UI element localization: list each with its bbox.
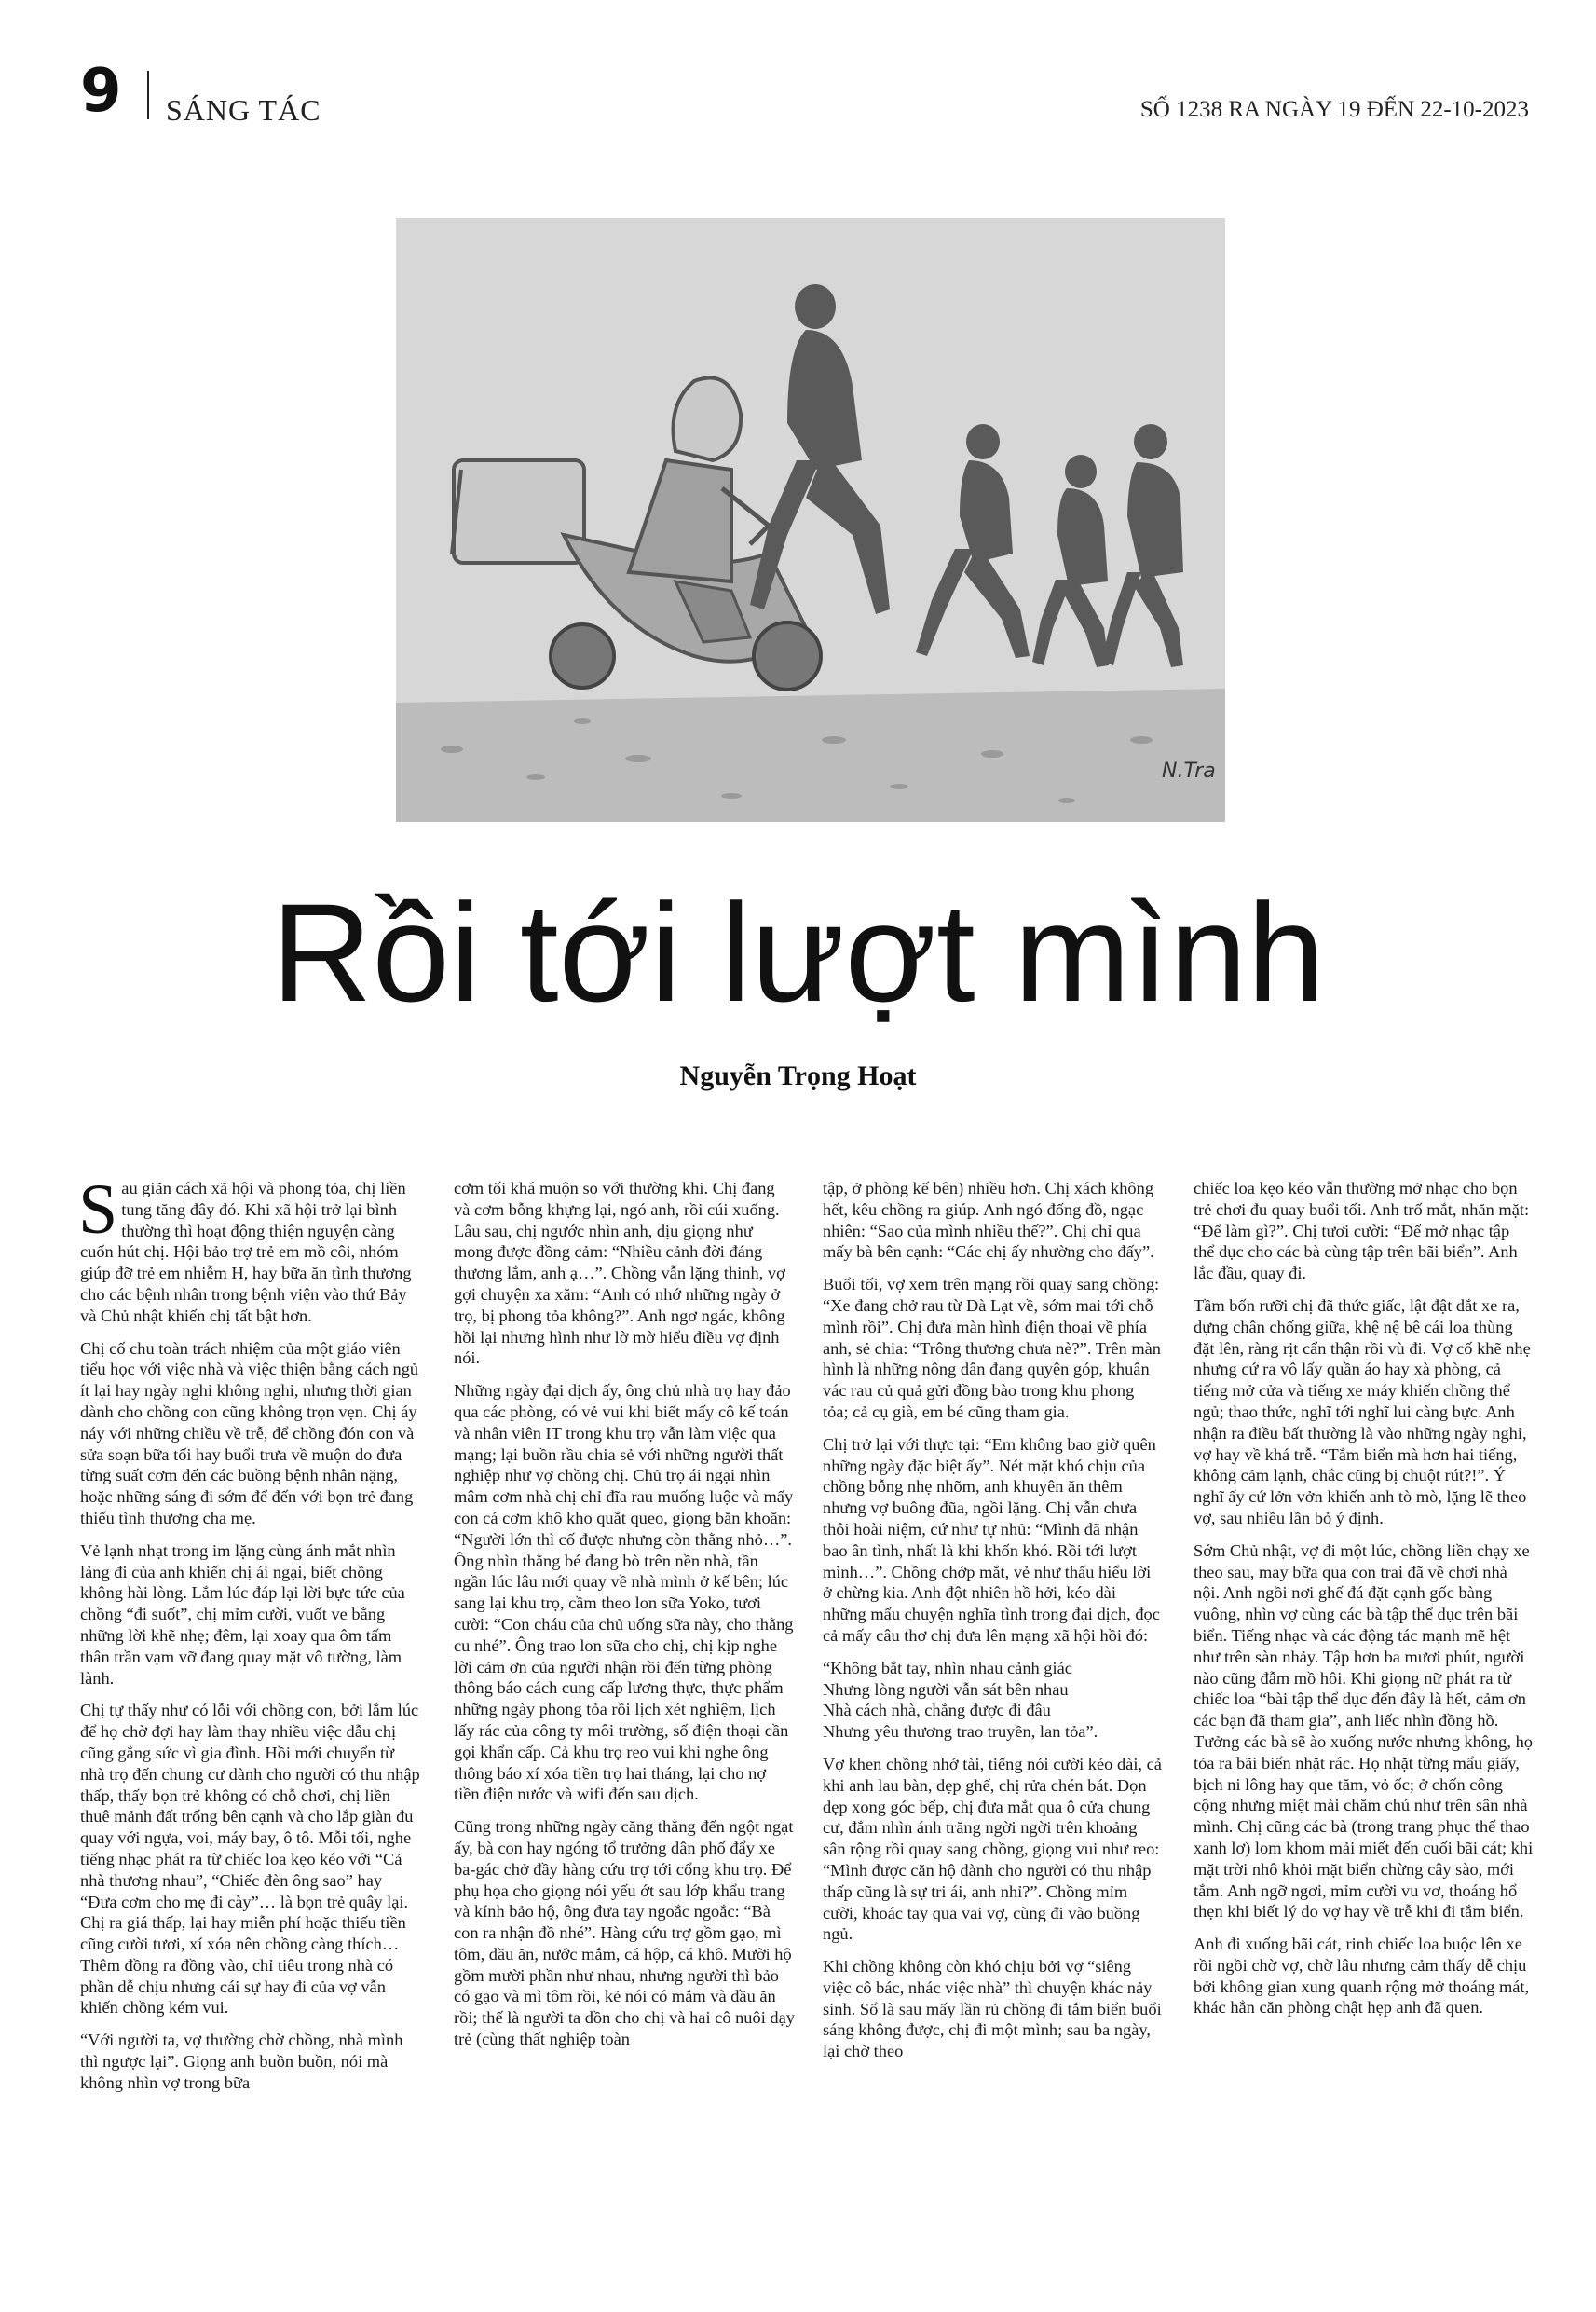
paragraph: Anh đi xuống bãi cát, rinh chiếc loa buộc lên xe rồi ngồi chờ vợ, chờ lâu nhưng cảm thấy dễ chịu bởi không gian xung quanh rộng mở thoáng mát, khác hẳn căn phòng chật hẹp anh đã quen. (1194, 1935, 1530, 2018)
poem-line: Nhưng yêu thương trao truyền, lan tỏa”. (823, 1722, 1098, 1742)
paragraph: “Với người ta, vợ thường chờ chồng, nhà mình thì ngược lại”. Giọng anh buồn buồn, nói mà không nhìn vợ trong bữa (80, 2031, 403, 2092)
article-title: Rồi tới lượt mình (271, 874, 1325, 1031)
paragraph: Vẻ lạnh nhạt trong im lặng cùng ánh mắt nhìn lảng đi của anh khiến chị ái ngại, biết chồng không hài lòng. Lắm lúc đáp lại lời bực tức của chồng “đi suốt”, chị mỉm cười, vuốt ve bằng những lời khẽ nhẹ; đêm, lại xoay qua ôm tấm thân trần vạm vỡ đang quay mặt vô tường, làm lành. (80, 1540, 405, 1688)
text-column-3 (823, 1178, 1164, 2073)
paragraph: Chị cố chu toàn trách nhiệm của một giáo viên tiểu học với việc nhà và việc thiện bằng cách ngủ ít lại hay ngày nghỉ không nghỉ, nhưng thời gian dành cho chồng con cũng không trọn vẹn. Chị áy náy với những chiều về trễ, để chồng đón con và sửa soạn bữa tối hay buổi trưa về muộn do đưa từng suất cơm đến các buồng bệnh nhân nặng, hoặc những sáng đi sớm để đến với bọn trẻ đang thiếu tình thương cha mẹ. (80, 1338, 419, 1527)
paragraph: Những ngày đại dịch ấy, ông chủ nhà trọ hay đảo qua các phòng, có vẻ vui khi biết mấy cô kế toán và nhân viên IT trong khu trọ vẫn làm việc qua mạng; lại buồn rầu chia sẻ với những người thất nghiệp như vợ chồng chị. Chủ trọ ái ngại nhìn mâm cơm nhà chị chỉ đĩa rau muống luộc và mấy con cá cơm khô kho quắt queo, giọng băn khoăn: “Người lớn thì cố được nhưng còn thằng nhỏ…”. Ông nhìn thằng bé đang bò trên nền nhà, tần ngần lúc lâu mới quay về nhà mình ở kế bên; lúc sang lại khu trọ, cầm theo lon sữa Yoko, tươi cười: “Con cháu của chủ uống sữa này, cho thằng cu nhé”. Ông trao lon sữa cho chị, chị kịp nghe lời cảm ơn của người nhận rồi đến từng phòng thông báo cách cung cấp lương thực, thực phẩm những ngày phong tỏa rồi lịch xét nghiệm, lịch lấy rác của công ty môi trường, số điện thoại cần gọi khẩn cấp. Cả khu trọ reo vui khi nghe ông thông báo xí xóa tiền trọ hai tháng, lại cho nợ tiền điện nước và wifi đến sau dịch. (454, 1381, 794, 1804)
paragraph: Sau giãn cách xã hội và phong tỏa, chị liền tung tăng đây đó. Khi xã hội trở lại bình thường thì hoạt động thiện nguyện càng cuốn hút chị. Hội bảo trợ trẻ em mồ côi, nhóm giúp đỡ trẻ em nhiễm H, hay bữa ăn tình thương cho các bệnh nhân trong bệnh viện vào thứ Bảy và Chủ nhật khiến chị tất bật hơn. (78, 1170, 412, 1325)
illustrator-signature: N.Tra (1162, 759, 1216, 783)
paragraph: Buổi tối, vợ xem trên mạng rồi quay sang chồng: “Xe đang chở rau từ Đà Lạt về, sớm mai tới chỗ mình rồi”. Chị đưa màn hình điện thoại về phía anh, sẻ chia: “Trông thương chưa nè?”. Trên màn hình là những nông dân đang quyên góp, khuân vác rau củ quả gửi đồng bào trong khu phong tỏa; cả cụ già, em bé cũng tham gia. (823, 1275, 1162, 1421)
page-header (0, 0, 1596, 127)
paragraph: cơm tối khá muộn so với thường khi. Chị đang và cơm bỗng khựng lại, ngó anh, rồi cúi xuống. Lâu sau, chị ngước nhìn anh, dịu giọng như mong được đồng cảm: “Nhiều cảnh đời đáng thương lắm, anh ạ…”. Chồng vẫn lặng thinh, vợ gợi chuyện xa xăm: “Anh có nhớ những ngày ở trọ, bị phong tỏa không?”. Anh ngơ ngác, không hồi lại nhưng hình như lờ mờ hiểu điều vợ định nói. (454, 1179, 785, 1368)
section-name: SÁNG TÁC (166, 93, 321, 127)
header-divider (147, 71, 149, 119)
paragraph: Vợ khen chồng nhớ tài, tiếng nói cười kéo dài, cả khi anh lau bàn, dẹp ghế, chị rửa chén bát. Dọn dẹp xong góc bếp, chị đưa mắt qua ô cửa chung cư, đắm nhìn ánh trăng ngời ngời trên khoảng sân rộng rồi quay sang chồng, giọng vui như reo: “Mình được căn hộ dành cho người có thu nhập thấp cũng là sự tri ái, anh nhỉ?”. Chồng mỉm cười, khoác tay qua vai vợ, cùng đi vào buồng ngủ. (823, 1754, 1162, 1944)
issue-info: SỐ 1238 RA NGÀY 19 ĐẾN 22-10-2023 (1139, 97, 1529, 122)
poem-line: Nhà cách nhà, chẳng được đi đâu (823, 1701, 1051, 1720)
paragraph: Tầm bốn rưỡi chị đã thức giấc, lật đật dắt xe ra, dựng chân chống giữa, khệ nệ bê cái loa thùng đặt lên, ràng rịt cẩn thận rồi vù đi. Vợ cố khẽ nhẹ nhưng cứ ra vô lấy quần áo hay xà phòng, cả tiếng mở cửa và tiếng xe máy khiến chồng thể ngủ; thao thức, nghĩ tới nghĩ lui càng bực. Anh nhận ra điều bất thường là vào những ngày nghỉ, vợ hay về khá trễ. “Tắm biển mà hơn hai tiếng, không cảm lạnh, chắc cũng bị chuột rút?!”. Ý nghĩ ấy cứ lởn vởn khiến anh tò mò, lặng lẽ theo vợ, sau nhiều lần bỏ ý định. (1194, 1295, 1531, 1527)
paragraph: Khi chồng không còn khó chịu bởi vợ “siêng việc cô bác, nhác việc nhà” thì chuyện khác nảy sinh. Sổ là sau mấy lần rủ chồng đi tắm biển buổi sáng không được, chị đi một mình; sau ba ngày, lại chờ theo (823, 1957, 1162, 2061)
text-column-2 (454, 1178, 795, 2061)
paragraph: Chị trở lại với thực tại: “Em không bao giờ quên những ngày đặc biệt ấy”. Nét mặt khó chịu của chồng bỗng nhẹ nhõm, anh khuyên ăn thêm nhưng vợ buông đũa, ngồi lặng. Chị vẫn chưa thôi hoài niệm, cứ như tự nhủ: “Mình đã nhận bao ân tình, nhất là khi khốn khó. Rồi tới lượt mình…”. Chồng chớp mắt, vẻ như thấu hiểu lời ở chừng kia. Anh đột nhiên hồ hởi, kéo dài những mẩu chuyện nghĩa tình trong đại dịch, đọc cả mấy câu thơ chị đưa lên mạng xã hội hồi đó: (823, 1434, 1160, 1645)
paragraph: chiếc loa kẹo kéo vẫn thường mở nhạc cho bọn trẻ chơi đu quay buổi tối. Anh trố mắt, nhăn mặt: “Để làm gì?”. Chị tươi cười: “Để mở nhạc tập thể dục cho các bà cùng tập trên bãi biển”. Anh lắc đầu, quay đi. (1194, 1179, 1530, 1283)
drop-cap: S (78, 1170, 118, 1249)
paragraph: tập, ở phòng kế bên) nhiều hơn. Chị xách không hết, kêu chồng ra giúp. Anh ngó đống đồ, ngạc nhiên: “Sao của mình nhiều thế?”. Chị chỉ qua mấy bà bên cạnh: “Các chị ấy nhường cho đấy”. (823, 1179, 1154, 1262)
text-column-4 (1194, 1178, 1535, 2030)
poem-line: “Không bắt tay, nhìn nhau cảnh giác (823, 1658, 1072, 1677)
text-column-1 (78, 1170, 421, 2105)
paragraph: Sớm Chủ nhật, vợ đi một lúc, chồng liền chạy xe theo sau, may bữa qua con trai đã về chơi nhà nội. Anh ngồi nơi ghế đá đặt cạnh gốc bàng vuông, nhìn vợ cùng các bà tập thể dục trên bãi biển. Tiếng nhạc và các động tác mạnh mẽ hệt như trên sàn nhảy. Tập hơn ba mươi phút, người nào cũng đẫm mồ hôi. Khi giọng nữ phát ra từ chiếc loa “bài tập thể dục đến đây là hết, cảm ơn các bạn đã tham gia”, anh liếc nhìn đồng hồ. Tưởng các bà sẽ ào xuống nước nhưng không, họ tỏa ra bãi biển nhặt rác. Họ nhặt từng mẩu giấy, bịch ni lông hay que tăm, vỏ ốc; ở chốn công cộng nhưng miệt mài chăm chú như trên sân nhà mình. Chị cũng các bà (trong trang phục thể thao xanh lơ) lom khom mải miết đến cuối bãi cát; khi mặt trời nhô khỏi mặt biển chừng cây sào, mới tắm. Anh ngỡ ngơi, mỉm cười vu vơ, thoáng hổ thẹn khi biết lý do vợ hay về trễ khi đi tắm biển. (1194, 1540, 1534, 1922)
story-illustration (396, 218, 1225, 822)
poem-line: Nhưng lòng người vẫn sát bên nhau (823, 1679, 1069, 1699)
article-author: Nguyễn Trọng Hoạt (679, 1060, 917, 1091)
poem-quote (823, 1658, 1164, 1743)
paragraph: Chị tự thấy như có lỗi với chồng con, bởi lắm lúc để họ chờ đợi hay làm thay nhiều việc dẫu chị cũng gắng sức vì gia đình. Hồi mới chuyển từ nhà trọ đến chung cư dành cho người có thu nhập thấp, thấy bọn trẻ không có chỗ chơi, chị liền thuê mảnh đất trống bên cạnh và cho lắp giàn đu quay với ngựa, voi, máy bay, ô tô. Mỗi tối, nghe tiếng nhạc phát ra từ chiếc loa kẹo kéo với “Cả nhà thương nhau”, “Chiếc đèn ông sao” hay “Đưa cơm cho mẹ đi cày”… là bọn trẻ quây lại. Chị ra giá thấp, lại hay miễn phí hoặc thiếu tiền cũng cười tươi, xí xóa nên chồng càng thích… Thêm đồng ra đồng vào, chỉ tiêu trong nhà có phần dễ chịu nhưng cái sự hay đi của vợ vẫn khiến chồng kém vui. (80, 1701, 420, 2018)
paragraph: Cũng trong những ngày căng thẳng đến ngột ngạt ấy, bà con hay ngóng tổ trưởng dân phố đẩy xe ba-gác chở đầy hàng cứu trợ tới cổng khu trọ. Để phụ họa cho giọng nói yếu ớt sau lớp khẩu trang và kính bảo hộ, ông đưa tay ngoắc ngoắc: “Bà con ra nhận đồ nhé”. Hàng cứu trợ gồm gạo, mì tôm, dầu ăn, nước mắm, cá hộp, cá khô. Mười hộ gồm mười phần như nhau, nhưng người thì bảo có gạo và mì tôm rồi, kẻ nói có mắm và dầu ăn rồi; thế là người ta dồn cho chị và hai cô nuôi dạy trẻ (cùng thất nghiệp toàn (454, 1817, 795, 2049)
page-number: 9 (80, 57, 122, 126)
